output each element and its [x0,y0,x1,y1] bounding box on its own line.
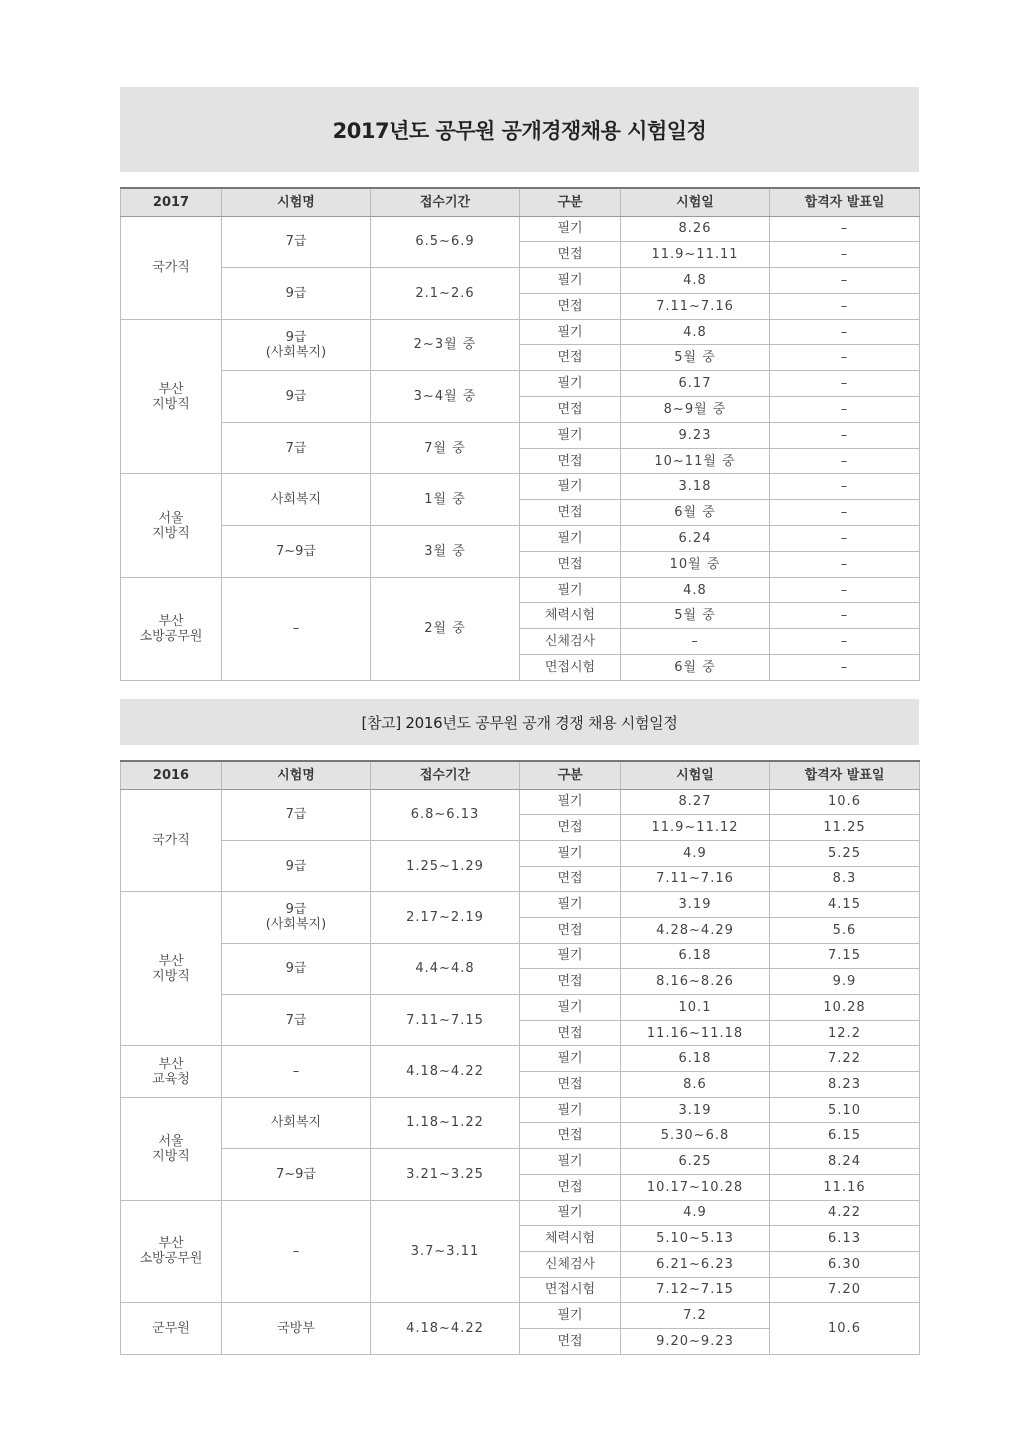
exam-type-cell: 면접 [520,242,621,268]
exam-date-cell: 4.8 [621,268,770,294]
application-period-cell: 2.1~2.6 [371,268,520,320]
application-period-cell: 1.18~1.22 [371,1097,520,1148]
result-date-cell: 4.15 [770,892,920,918]
exam-date-cell: 6월 중 [621,655,770,681]
table-row [121,789,920,815]
exam-date-cell: 6.24 [621,526,770,552]
exam-date-cell: 6.25 [621,1149,770,1175]
exam-date-cell: 8~9월 중 [621,397,770,423]
exam-name-cell: – [222,1046,371,1097]
column-header: 접수기간 [371,188,520,216]
exam-name-cell: 7급 [222,422,371,474]
exam-type-cell: 면접 [520,293,621,319]
exam-type-cell: 필기 [520,995,621,1021]
result-date-cell: 8.23 [770,1072,920,1098]
result-date-cell: – [770,268,920,294]
exam-date-cell: 4.8 [621,577,770,603]
exam-type-cell: 신체검사 [520,629,621,655]
table-row [121,371,920,397]
column-header: 구분 [520,188,621,216]
table-row [121,840,920,866]
exam-date-cell: 8.6 [621,1072,770,1098]
exam-type-cell: 필기 [520,526,621,552]
exam-type-cell: 체력시험 [520,603,621,629]
result-date-cell: – [770,216,920,242]
result-date-cell: – [770,371,920,397]
exam-date-cell: 7.11~7.16 [621,293,770,319]
exam-date-cell: 11.9~11.11 [621,242,770,268]
column-header: 시험명 [222,761,371,789]
exam-date-cell: 4.8 [621,319,770,345]
exam-type-cell: 필기 [520,577,621,603]
exam-date-cell: 6월 중 [621,500,770,526]
exam-type-cell: 필기 [520,1097,621,1123]
category-cell: 군무원 [121,1303,222,1354]
application-period-cell: 1월 중 [371,474,520,526]
result-date-cell: 8.24 [770,1149,920,1175]
exam-name-cell: 9급 [222,840,371,891]
exam-type-cell: 면접 [520,448,621,474]
exam-type-cell: 면접 [520,917,621,943]
result-date-cell: – [770,629,920,655]
result-date-cell: 4.22 [770,1200,920,1226]
schedule-table-2017 [120,187,920,681]
exam-type-cell: 필기 [520,789,621,815]
exam-type-cell: 필기 [520,319,621,345]
result-date-cell: 6.15 [770,1123,920,1149]
exam-type-cell: 필기 [520,1149,621,1175]
result-date-cell: 6.30 [770,1251,920,1277]
exam-type-cell: 체력시험 [520,1226,621,1252]
exam-name-cell: 9급 [222,268,371,320]
category-cell: 부산 교육청 [121,1046,222,1097]
title-2017: 2017년도 공무원 공개경쟁채용 시험일정 [120,87,919,172]
exam-date-cell: 11.9~11.12 [621,815,770,841]
exam-name-cell: 9급 [222,943,371,994]
category-cell: 부산 소방공무원 [121,577,222,680]
result-date-cell: 5.10 [770,1097,920,1123]
exam-date-cell: 8.27 [621,789,770,815]
exam-date-cell: 5월 중 [621,345,770,371]
exam-date-cell: 4.9 [621,1200,770,1226]
exam-type-cell: 면접시험 [520,1277,621,1303]
exam-date-cell: 7.11~7.16 [621,866,770,892]
column-header: 합격자 발표일 [770,761,920,789]
exam-date-cell: 4.9 [621,840,770,866]
column-header: 접수기간 [371,761,520,789]
table-row [121,1200,920,1226]
exam-type-cell: 필기 [520,943,621,969]
exam-date-cell: 11.16~11.18 [621,1020,770,1046]
exam-type-cell: 면접 [520,1328,621,1354]
exam-date-cell: 8.26 [621,216,770,242]
exam-type-cell: 면접 [520,866,621,892]
result-date-cell: 11.16 [770,1174,920,1200]
result-date-cell: 7.22 [770,1046,920,1072]
result-date-cell: – [770,526,920,552]
result-date-cell: 7.20 [770,1277,920,1303]
exam-type-cell: 신체검사 [520,1251,621,1277]
application-period-cell: 3.7~3.11 [371,1200,520,1303]
result-date-cell: 8.3 [770,866,920,892]
result-date-cell: – [770,577,920,603]
exam-date-cell: 3.19 [621,892,770,918]
exam-type-cell: 면접 [520,1174,621,1200]
exam-date-cell: 6.18 [621,1046,770,1072]
exam-date-cell: 3.18 [621,474,770,500]
exam-type-cell: 면접 [520,1123,621,1149]
exam-date-cell: 5월 중 [621,603,770,629]
exam-name-cell: – [222,1200,371,1303]
exam-type-cell: 필기 [520,1046,621,1072]
exam-type-cell: 면접 [520,1020,621,1046]
exam-date-cell: 10.17~10.28 [621,1174,770,1200]
result-date-cell: – [770,242,920,268]
exam-date-cell: 10~11월 중 [621,448,770,474]
column-header: 2017 [121,188,222,216]
category-cell: 국가직 [121,789,222,892]
result-date-cell: 12.2 [770,1020,920,1046]
table-row [121,995,920,1021]
table-row [121,943,920,969]
exam-type-cell: 필기 [520,216,621,242]
application-period-cell: 1.25~1.29 [371,840,520,891]
exam-type-cell: 면접 [520,969,621,995]
table-row [121,216,920,242]
result-date-cell: 10.28 [770,995,920,1021]
exam-name-cell: 9급 [222,371,371,423]
exam-name-cell: 사회복지 [222,474,371,526]
category-cell: 부산 소방공무원 [121,1200,222,1303]
column-header: 시험일 [621,188,770,216]
result-date-cell: – [770,500,920,526]
column-header: 합격자 발표일 [770,188,920,216]
title-2016: [참고] 2016년도 공무원 공개 경쟁 채용 시험일정 [120,699,919,745]
result-date-cell: 10.6 [770,789,920,815]
application-period-cell: 3~4월 중 [371,371,520,423]
result-date-cell: – [770,655,920,681]
application-period-cell: 2.17~2.19 [371,892,520,943]
table-row [121,577,920,603]
category-cell: 부산 지방직 [121,892,222,1046]
result-date-cell: – [770,345,920,371]
result-date-cell: – [770,319,920,345]
application-period-cell: 2~3월 중 [371,319,520,371]
application-period-cell: 3월 중 [371,526,520,578]
exam-type-cell: 면접 [520,815,621,841]
exam-name-cell: 7~9급 [222,526,371,578]
table-row [121,474,920,500]
exam-name-cell: 7급 [222,789,371,840]
exam-name-cell: 7급 [222,216,371,268]
application-period-cell: 6.5~6.9 [371,216,520,268]
table-row [121,319,920,345]
exam-name-cell: 9급 (사회복지) [222,892,371,943]
exam-type-cell: 필기 [520,1303,621,1329]
result-date-cell: 10.6 [770,1303,920,1354]
exam-type-cell: 필기 [520,474,621,500]
application-period-cell: 7월 중 [371,422,520,474]
exam-type-cell: 필기 [520,371,621,397]
exam-name-cell: – [222,577,371,680]
exam-date-cell: 5.30~6.8 [621,1123,770,1149]
table-row [121,1303,920,1329]
exam-type-cell: 면접 [520,397,621,423]
exam-type-cell: 필기 [520,268,621,294]
result-date-cell: – [770,551,920,577]
result-date-cell: 5.25 [770,840,920,866]
table-row [121,892,920,918]
exam-date-cell: 7.2 [621,1303,770,1329]
result-date-cell: – [770,448,920,474]
exam-date-cell: 9.20~9.23 [621,1328,770,1354]
exam-type-cell: 면접시험 [520,655,621,681]
exam-name-cell: 국방부 [222,1303,371,1354]
exam-type-cell: 필기 [520,840,621,866]
category-cell: 서울 지방직 [121,1097,222,1200]
exam-date-cell: 6.17 [621,371,770,397]
result-date-cell: 9.9 [770,969,920,995]
exam-type-cell: 면접 [520,1072,621,1098]
exam-date-cell: 5.10~5.13 [621,1226,770,1252]
application-period-cell: 4.18~4.22 [371,1303,520,1354]
application-period-cell: 3.21~3.25 [371,1149,520,1200]
application-period-cell: 4.18~4.22 [371,1046,520,1097]
schedule-table-2016 [120,760,920,1355]
exam-name-cell: 사회복지 [222,1097,371,1148]
table-row [121,1097,920,1123]
application-period-cell: 7.11~7.15 [371,995,520,1046]
header-row [121,188,920,216]
result-date-cell: – [770,422,920,448]
result-date-cell: – [770,474,920,500]
result-date-cell: 11.25 [770,815,920,841]
header-row [121,761,920,789]
exam-date-cell: 7.12~7.15 [621,1277,770,1303]
exam-type-cell: 필기 [520,422,621,448]
column-header: 시험일 [621,761,770,789]
exam-date-cell: 4.28~4.29 [621,917,770,943]
exam-date-cell: 9.23 [621,422,770,448]
column-header: 2016 [121,761,222,789]
application-period-cell: 2월 중 [371,577,520,680]
result-date-cell: – [770,293,920,319]
exam-date-cell: 6.18 [621,943,770,969]
exam-type-cell: 필기 [520,1200,621,1226]
application-period-cell: 4.4~4.8 [371,943,520,994]
exam-date-cell: 10.1 [621,995,770,1021]
result-date-cell: – [770,397,920,423]
exam-type-cell: 면접 [520,551,621,577]
exam-date-cell: 10월 중 [621,551,770,577]
exam-type-cell: 필기 [520,892,621,918]
column-header: 구분 [520,761,621,789]
exam-name-cell: 7~9급 [222,1149,371,1200]
exam-name-cell: 9급 (사회복지) [222,319,371,371]
category-cell: 국가직 [121,216,222,319]
table-row [121,526,920,552]
table-row [121,1046,920,1072]
table-row [121,268,920,294]
exam-type-cell: 면접 [520,345,621,371]
exam-type-cell: 면접 [520,500,621,526]
result-date-cell: – [770,603,920,629]
table-row [121,422,920,448]
exam-date-cell: 3.19 [621,1097,770,1123]
result-date-cell: 5.6 [770,917,920,943]
exam-date-cell: 8.16~8.26 [621,969,770,995]
category-cell: 서울 지방직 [121,474,222,577]
application-period-cell: 6.8~6.13 [371,789,520,840]
exam-date-cell: – [621,629,770,655]
exam-name-cell: 7급 [222,995,371,1046]
column-header: 시험명 [222,188,371,216]
category-cell: 부산 지방직 [121,319,222,474]
table-row [121,1149,920,1175]
exam-date-cell: 6.21~6.23 [621,1251,770,1277]
result-date-cell: 7.15 [770,943,920,969]
result-date-cell: 6.13 [770,1226,920,1252]
